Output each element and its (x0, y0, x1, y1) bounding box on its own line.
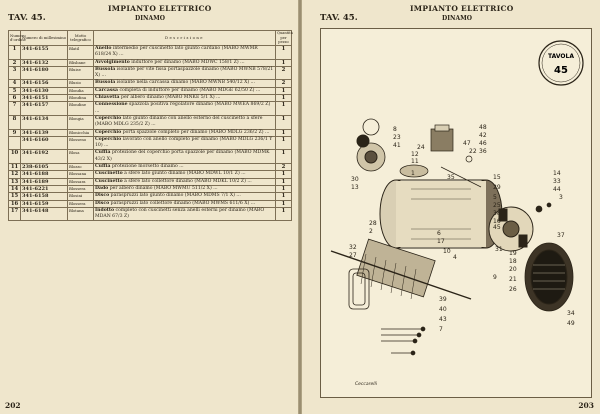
callout-label: 29 (493, 184, 501, 191)
row-code: 341-6221 (21, 185, 68, 192)
row-code: 341-6180 (21, 66, 68, 80)
row-description (94, 46, 276, 60)
callout-label: 49 (567, 320, 575, 327)
row-telegraph: Blongia (68, 115, 94, 129)
row-number: 2 (9, 59, 21, 66)
callout-label: 30 (351, 176, 359, 183)
row-description (94, 102, 276, 116)
callout-label: 27 (349, 252, 357, 259)
table-row (9, 171, 292, 178)
row-telegraph: Blisbane (68, 59, 94, 66)
part-detail: a sfere lato giunto dinamo (MABO MDWL 10/1 Z) ... (124, 171, 246, 177)
col-header-tel: Motto telegrafico (68, 31, 94, 46)
row-description (94, 171, 276, 178)
part-name: Connessione (95, 102, 128, 108)
dinamo-exploded-diagram (321, 29, 591, 397)
row-quantity: 1 (276, 102, 292, 116)
row-code: 341-6157 (21, 102, 68, 116)
row-quantity: 1 (276, 46, 292, 60)
callout-label: 23 (393, 134, 401, 141)
callout-label: 40 (439, 306, 447, 313)
row-description (94, 150, 276, 164)
callout-label: 48 (479, 124, 487, 131)
callout-label: 3 (559, 194, 563, 201)
row-number: 4 (9, 80, 21, 87)
callout-label: 47 (463, 140, 471, 147)
section-subtitle: DINAMO (135, 15, 166, 22)
row-description (94, 207, 276, 221)
protective-cuffia (525, 243, 573, 311)
right-page (302, 0, 600, 414)
row-number: 1 (9, 46, 21, 60)
row-description (94, 164, 276, 171)
callout-label: 42 (479, 132, 487, 139)
section-subtitle-right: DINAMO (442, 15, 473, 22)
row-code: 341-6130 (21, 87, 68, 94)
row-description (94, 200, 276, 207)
section-title: IMPIANTO ELETTRICO (108, 4, 212, 13)
part-detail: per albero dinamo (MABO MNKE 5/1 X) ... (121, 95, 221, 101)
table-row (9, 102, 292, 116)
part-name: Disco (95, 200, 110, 206)
part-detail: intermedio per cuscinetto lato giunto cardano (MABO MWMR 618/24 X) ... (95, 46, 258, 58)
row-quantity: 1 (276, 193, 292, 200)
row-quantity: 1 (276, 115, 292, 129)
callout-label: 38 (493, 210, 501, 217)
row-telegraph: Blossera (68, 185, 94, 192)
table-row (9, 178, 292, 185)
row-quantity: 2 (276, 66, 292, 80)
row-number: 13 (9, 178, 21, 185)
row-quantity: 1 (276, 207, 292, 221)
row-number: 10 (9, 150, 21, 164)
callout-label: 37 (557, 232, 565, 239)
part-detail: a sfere lato collettore dinamo (MABO MDKL 10/2 Z) ... (124, 178, 252, 184)
row-telegraph: Blondine (68, 102, 94, 116)
row-description (94, 95, 276, 102)
row-code: 341-6132 (21, 59, 68, 66)
row-telegraph: Blossara (68, 178, 94, 185)
table-row (9, 136, 292, 150)
callout-label: 19 (509, 250, 517, 257)
row-quantity: 2 (276, 80, 292, 87)
table-row (9, 59, 292, 66)
callout-label: 13 (351, 184, 359, 191)
table-row (9, 193, 292, 200)
row-description (94, 185, 276, 192)
row-number: 7 (9, 102, 21, 116)
row-quantity: 1 (276, 150, 292, 164)
callout-label: 44 (553, 186, 561, 193)
row-quantity: 1 (276, 95, 292, 102)
row-number: 11 (9, 164, 21, 171)
section-title-right: IMPIANTO ELETTRICO (410, 4, 514, 13)
row-code: 341-6156 (21, 80, 68, 87)
row-telegraph: Blotana (68, 207, 94, 221)
callout-label: 12 (411, 151, 419, 158)
table-number-right: TAV. 45. (320, 13, 358, 23)
part-name: Cuffia (95, 150, 111, 156)
row-description (94, 178, 276, 185)
part-detail: paraspruzzi lato collettore dinamo (MABO MWMS 611/6 X) ... (110, 200, 256, 206)
callout-label: 14 (553, 170, 561, 177)
row-number: 3 (9, 66, 21, 80)
callout-label: 11 (411, 158, 419, 165)
callout-label: 22 (469, 148, 477, 155)
col-header-num: Numero d'ordine (9, 31, 21, 46)
callout-label: 8 (393, 126, 397, 133)
part-detail: paraspruzzi lato giunto dinamo (MABO MDMS 7/1 X) ... (110, 193, 241, 199)
part-detail: porta spazzole completo per dinamo (MABO MDLG 236/2 Z) ... (122, 129, 270, 135)
parts-table (8, 30, 292, 221)
part-name: Coperchio (95, 136, 122, 142)
callout-label: 26 (509, 286, 517, 293)
row-number (9, 136, 21, 150)
part-detail: induttore per dinamo (MABO MDWC 158/1 Z) ... (131, 59, 245, 65)
col-header-code: Numero di millesimino (21, 31, 68, 46)
row-code: 341-6188 (21, 171, 68, 178)
col-header-desc: Descrizione (94, 31, 276, 46)
row-telegraph: Blondia (68, 87, 94, 94)
part-name: Indotto (95, 207, 115, 213)
callout-label: 28 (369, 220, 377, 227)
table-row (9, 200, 292, 207)
part-name: Bussola (95, 66, 116, 72)
row-telegraph: Blusio (68, 80, 94, 87)
table-row (9, 150, 292, 164)
table-row (9, 66, 292, 80)
row-description (94, 129, 276, 136)
badge-number: 45 (554, 65, 568, 76)
row-description (94, 136, 276, 150)
callout-label: 15 (493, 174, 501, 181)
row-telegraph: Blozzo (68, 164, 94, 171)
part-name: Carcassa (95, 87, 118, 93)
part-detail: protezione morsetto dinamo ... (111, 164, 184, 170)
callout-label: 10 (443, 248, 451, 255)
table-row (9, 80, 292, 87)
row-number: 6 (9, 95, 21, 102)
table-body (9, 46, 292, 221)
callout-label: 4 (453, 254, 457, 261)
row-number: 16 (9, 200, 21, 207)
row-code: 238-6105 (21, 164, 68, 171)
table-row (9, 185, 292, 192)
row-code: 341-6192 (21, 150, 68, 164)
part-name: Cuffia (95, 164, 111, 170)
row-quantity: 1 (276, 200, 292, 207)
row-quantity: 1 (276, 178, 292, 185)
table-row (9, 87, 292, 94)
table-number: TAV. 45. (8, 13, 46, 23)
callout-label: 31 (495, 246, 503, 253)
row-number: 17 (9, 207, 21, 221)
part-name: Cuscinetto (95, 171, 123, 177)
tavola-badge (539, 41, 583, 85)
row-telegraph: Blossana (68, 171, 94, 178)
badge-word: TAVOLA (548, 53, 574, 60)
row-number: 15 (9, 193, 21, 200)
callout-label: 1 (411, 170, 415, 177)
table-row (9, 164, 292, 171)
callout-label: 32 (349, 244, 357, 251)
part-name: Disco (95, 193, 110, 199)
part-name: Coperchio (95, 129, 122, 135)
row-code: 341-6139 (21, 129, 68, 136)
table-row (9, 95, 292, 102)
part-name: Dado (95, 185, 109, 191)
row-description (94, 87, 276, 94)
row-code: 341-6134 (21, 115, 68, 129)
part-detail: per albero dinamo (MABO MWMU 511/2 X) ... (109, 185, 218, 191)
exploded-diagram-frame (320, 28, 592, 398)
callout-label: 43 (439, 316, 447, 323)
row-description (94, 59, 276, 66)
callout-label: 16 (493, 218, 501, 225)
row-telegraph: Bluise (68, 66, 94, 80)
row-telegraph: Blossera (68, 200, 94, 207)
callout-label: 17 (437, 238, 445, 245)
callout-label: 18 (509, 258, 517, 265)
row-code: 341-6160 (21, 136, 68, 150)
row-telegraph: Blonicchia (68, 129, 94, 136)
part-name: Bussola (95, 80, 116, 86)
callout-label: 36 (479, 148, 487, 155)
row-quantity: 2 (276, 164, 292, 171)
part-name: Avvolgimento (95, 59, 130, 65)
callout-label: 6 (437, 230, 441, 237)
part-detail: spazzola positiva regolatore dinamo (MABO MWEA 869/2 Z) ... (95, 102, 271, 114)
callout-label: 39 (439, 296, 447, 303)
row-telegraph: Blosini (68, 193, 94, 200)
callout-label: 2 (369, 228, 373, 235)
callout-label: 41 (393, 142, 401, 149)
row-code: 341-6189 (21, 178, 68, 185)
row-description (94, 80, 276, 87)
row-telegraph: Blosseno (68, 136, 94, 150)
part-detail: lato giunto dinamo con anello esterno del cuscinetto a sfere (MABO MDLG 235/2 Z) ... (95, 115, 263, 128)
left-page (0, 0, 298, 414)
part-name: Cuscinetto (95, 178, 123, 184)
row-quantity: 1 (276, 129, 292, 136)
row-number: 12 (9, 171, 21, 178)
row-quantity: 1 (276, 185, 292, 192)
row-code: 341-6151 (21, 95, 68, 102)
callout-label: 7 (439, 326, 443, 333)
callout-label: 20 (509, 266, 517, 273)
part-detail: completa di induttore per dinamo (MABO MDGE 62/50 Z) ... (119, 87, 261, 93)
row-telegraph: Blosa (68, 150, 94, 164)
callout-label: 21 (509, 276, 517, 283)
row-description (94, 66, 276, 80)
page-number-right: 203 (578, 401, 594, 410)
callout-label: 45 (493, 224, 501, 231)
row-quantity: 1 (276, 171, 292, 178)
part-detail: lavorato con anello completo per dinamo (MABO MDLG 236/1 Y 10) ... (95, 136, 273, 149)
callout-label: 33 (553, 178, 561, 185)
illustrator-signature: Ceccarelli (355, 382, 377, 387)
col-header-qty: Quantità per pezzo (277, 31, 293, 45)
part-name: Coperchio (95, 115, 122, 121)
table-row (9, 115, 292, 129)
row-quantity: 1 (276, 59, 292, 66)
callout-label: 5 (493, 194, 497, 201)
part-detail: protezione del coperchio porta spazzole per dinamo (MABO MDMK 43/2 X) (95, 150, 270, 162)
part-name: Anello (95, 46, 112, 51)
callout-label: 34 (567, 310, 575, 317)
row-code: 341-6155 (21, 46, 68, 60)
table-header-row (9, 31, 292, 46)
page-number-left: 202 (5, 401, 21, 410)
callout-label: 9 (493, 274, 497, 281)
row-number: 8 (9, 115, 21, 129)
end-cover-gear (357, 119, 385, 171)
callout-label: 24 (417, 144, 425, 151)
callout-label: 35 (447, 174, 455, 181)
table-row (9, 207, 292, 221)
part-detail: isolante nella carcassa dinamo (MABO MWNB 540/12 X) ... (116, 80, 255, 86)
row-code: 341-6158 (21, 193, 68, 200)
row-number: 9 (9, 129, 21, 136)
row-quantity: 1 (276, 87, 292, 94)
row-code: 341-6159 (21, 200, 68, 207)
row-telegraph: Blatil (68, 46, 94, 60)
part-name: Chiavetta (95, 95, 120, 101)
table-row (9, 129, 292, 136)
row-description (94, 193, 276, 200)
row-code: 341-6148 (21, 207, 68, 221)
callout-label: 46 (479, 140, 487, 147)
part-detail: completo con cuscinetti senza anelli esterni per dinamo (MABO MDAN 67/3 Z) (95, 207, 265, 220)
part-detail: isolante per vite fissa portaspazzole dinamo (MABO MWNB 578/21 X) ... (95, 66, 274, 79)
row-description (94, 115, 276, 129)
row-quantity: 1 (276, 136, 292, 150)
row-telegraph: Blondina (68, 95, 94, 102)
row-number: 14 (9, 185, 21, 192)
callout-label: 25 (493, 202, 501, 209)
row-number: 5 (9, 87, 21, 94)
table-row (9, 46, 292, 60)
